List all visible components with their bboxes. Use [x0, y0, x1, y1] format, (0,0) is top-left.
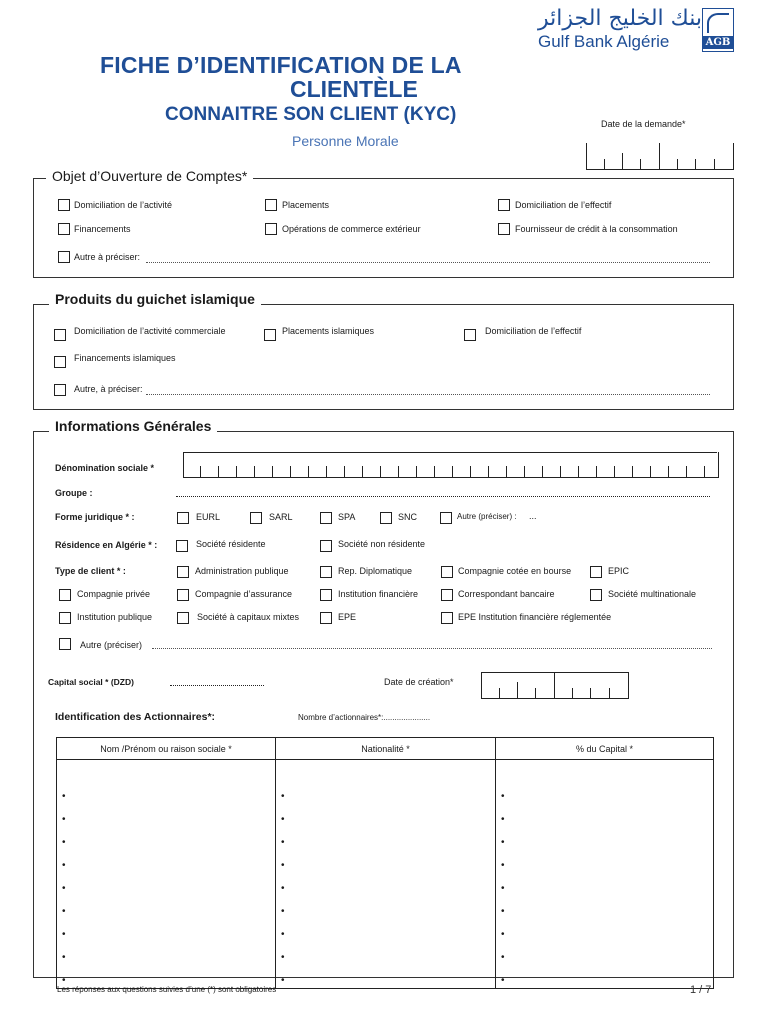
- bullet: •: [501, 929, 505, 940]
- bullet: •: [62, 906, 66, 917]
- label-rep-diplomatique: Rep. Diplomatique: [338, 566, 413, 576]
- checkbox-epic[interactable]: [590, 566, 602, 578]
- checkbox-credit-consommation[interactable]: [498, 223, 510, 235]
- label-capitaux-mixtes: Société à capitaux mixtes: [197, 612, 300, 622]
- bullet: •: [62, 929, 66, 940]
- bullet: •: [501, 952, 505, 963]
- label-placements-islamiques: Placements islamiques: [282, 326, 375, 336]
- groupe-field[interactable]: [176, 496, 710, 497]
- checkbox-institution-financiere[interactable]: [320, 589, 332, 601]
- label-domiciliation-effectif: Domiciliation de l’effectif: [515, 200, 612, 210]
- label-domiciliation-activite: Domiciliation de l’activité: [74, 200, 173, 210]
- date-request-label: Date de la demande*: [601, 119, 686, 129]
- bullet: •: [62, 860, 66, 871]
- label-date-creation: Date de création*: [384, 677, 454, 687]
- label-eurl: EURL: [196, 512, 221, 522]
- checkbox-domiciliation-effectif[interactable]: [498, 199, 510, 211]
- bullet: •: [62, 952, 66, 963]
- checkbox-capitaux-mixtes[interactable]: [177, 612, 189, 624]
- checkbox-compagnie-assurance[interactable]: [177, 589, 189, 601]
- label-autre-islamique: Autre, à préciser:: [74, 384, 143, 394]
- bullet: •: [281, 906, 285, 917]
- label-domiciliation-commerciale: Domiciliation de l’activité commerciale: [74, 326, 226, 336]
- agb-logo-icon: [702, 8, 734, 52]
- bullet: •: [501, 883, 505, 894]
- label-epe-institution: EPE Institution financière réglementée: [458, 612, 612, 622]
- label-autre-type: Autre (préciser): [80, 640, 143, 650]
- denomination-ticks: [183, 452, 717, 478]
- form-title: FICHE D’IDENTIFICATION DE LA: [100, 52, 462, 78]
- bullet: •: [281, 860, 285, 871]
- label-societe-residente: Société résidente: [196, 539, 266, 549]
- checkbox-placements-islamiques[interactable]: [264, 329, 276, 341]
- label-administration-publique: Administration publique: [195, 566, 289, 576]
- checkbox-snc[interactable]: [380, 512, 392, 524]
- checkbox-societe-multinationale[interactable]: [590, 589, 602, 601]
- column-nationalite[interactable]: [276, 760, 496, 989]
- checkbox-epe-institution[interactable]: [441, 612, 453, 624]
- label-credit-consommation: Fournisseur de crédit à la consommation: [515, 224, 678, 234]
- label-institution-financiere: Institution financière: [338, 589, 419, 599]
- label-identification-actionnaires: Identification des Actionnaires*:: [55, 711, 216, 723]
- bullet: •: [62, 837, 66, 848]
- checkbox-compagnie-cotee[interactable]: [441, 566, 453, 578]
- label-societe-multinationale: Société multinationale: [608, 589, 697, 599]
- checkbox-domiciliation-effectif-islamique[interactable]: [464, 329, 476, 341]
- label-financements-islamiques: Financements islamiques: [74, 353, 176, 363]
- checkbox-epe[interactable]: [320, 612, 332, 624]
- label-sarl: SARL: [269, 512, 293, 522]
- actionnaires-table: [56, 737, 714, 989]
- table-header-nom: Nom /Prénom ou raison sociale *: [57, 738, 276, 760]
- label-forme-juridique: Forme juridique * :: [55, 512, 135, 522]
- label-financements: Financements: [74, 224, 131, 234]
- label-commerce-exterieur: Opérations de commerce extérieur: [282, 224, 421, 234]
- checkbox-financements-islamiques[interactable]: [54, 356, 66, 368]
- bullet: •: [281, 883, 285, 894]
- column-nom[interactable]: [57, 760, 276, 989]
- checkbox-societe-non-residente[interactable]: [320, 540, 332, 552]
- checkbox-autre-forme[interactable]: [440, 512, 452, 524]
- bullet: •: [62, 883, 66, 894]
- label-autre-forme: Autre (préciser) :: [457, 512, 517, 521]
- bullet: •: [501, 975, 505, 986]
- bank-logo-arabic: بنك الخليج الجزائر: [538, 6, 702, 31]
- bank-logo-french: Gulf Bank Algérie: [538, 32, 670, 51]
- section-info-title: Informations Générales: [49, 418, 217, 434]
- autre-islamique-field[interactable]: [146, 394, 710, 395]
- label-nombre-actionnaires[interactable]: Nombre d’actionnaires*:.....................: [298, 713, 431, 722]
- form-title-line2: CLIENTÈLE: [290, 76, 418, 102]
- checkbox-sarl[interactable]: [250, 512, 262, 524]
- table-header-nationalite: Nationalité *: [276, 738, 496, 760]
- bullet: •: [281, 929, 285, 940]
- bullet: •: [62, 814, 66, 825]
- autre-forme-field[interactable]: ...: [529, 511, 537, 521]
- bullet: •: [501, 860, 505, 871]
- page-number: 1 / 7: [690, 984, 712, 996]
- column-capital[interactable]: [496, 760, 714, 989]
- checkbox-autre-objet[interactable]: [58, 251, 70, 263]
- checkbox-eurl[interactable]: [177, 512, 189, 524]
- bullet: •: [501, 791, 505, 802]
- label-capital-social: Capital social * (DZD): [48, 677, 134, 687]
- checkbox-institution-publique[interactable]: [59, 612, 71, 624]
- bullet: •: [281, 791, 285, 802]
- checkbox-financements[interactable]: [58, 223, 70, 235]
- autre-objet-field[interactable]: [146, 262, 710, 263]
- checkbox-commerce-exterieur[interactable]: [265, 223, 277, 235]
- label-compagnie-assurance: Compagnie d’assurance: [195, 589, 293, 599]
- bullet: •: [281, 975, 285, 986]
- capital-social-field[interactable]: [170, 685, 264, 686]
- checkbox-administration-publique[interactable]: [177, 566, 189, 578]
- bullet: •: [501, 837, 505, 848]
- checkbox-domiciliation-commerciale[interactable]: [54, 329, 66, 341]
- section-islamique-title: Produits du guichet islamique: [49, 291, 261, 307]
- form-subtitle-kyc: CONNAITRE SON CLIENT (KYC): [165, 104, 457, 125]
- label-institution-publique: Institution publique: [77, 612, 153, 622]
- label-domiciliation-effectif-islamique: Domiciliation de l’effectif: [485, 326, 582, 336]
- date-request-field[interactable]: [586, 143, 734, 170]
- label-compagnie-privee: Compagnie privée: [77, 589, 151, 599]
- checkbox-rep-diplomatique[interactable]: [320, 566, 332, 578]
- date-creation-top-border: [481, 672, 629, 673]
- client-type-subtitle: Personne Morale: [292, 133, 399, 149]
- bullet: •: [281, 952, 285, 963]
- bullet: •: [62, 791, 66, 802]
- checkbox-spa[interactable]: [320, 512, 332, 524]
- checkbox-domiciliation-activite[interactable]: [58, 199, 70, 211]
- date-creation-field[interactable]: [481, 672, 629, 699]
- label-epe: EPE: [338, 612, 357, 622]
- label-compagnie-cotee: Compagnie cotée en bourse: [458, 566, 572, 576]
- table-header-capital: % du Capital *: [496, 738, 714, 760]
- footer-note: Les réponses aux questions suivies d’une (*) sont obligatoires: [57, 985, 277, 994]
- label-groupe: Groupe :: [55, 488, 93, 498]
- agb-logo-text: AGB: [703, 36, 733, 49]
- bullet: •: [501, 906, 505, 917]
- checkbox-placements[interactable]: [265, 199, 277, 211]
- label-denomination-sociale: Dénomination sociale *: [55, 463, 155, 473]
- bullet: •: [62, 975, 66, 986]
- label-autre-objet: Autre à préciser:: [74, 252, 141, 262]
- autre-type-field[interactable]: [152, 648, 712, 649]
- checkbox-autre-type[interactable]: [59, 638, 71, 650]
- section-objet-title: Objet d’Ouverture de Comptes*: [46, 168, 253, 184]
- bullet: •: [281, 814, 285, 825]
- label-correspondant-bancaire: Correspondant bancaire: [458, 589, 555, 599]
- bullet: •: [501, 814, 505, 825]
- label-epic: EPIC: [608, 566, 630, 576]
- label-snc: SNC: [398, 512, 418, 522]
- checkbox-compagnie-privee[interactable]: [59, 589, 71, 601]
- checkbox-correspondant-bancaire[interactable]: [441, 589, 453, 601]
- bullet: •: [281, 837, 285, 848]
- checkbox-societe-residente[interactable]: [176, 540, 188, 552]
- label-spa: SPA: [338, 512, 356, 522]
- label-residence: Résidence en Algérie * :: [55, 540, 158, 550]
- checkbox-autre-islamique[interactable]: [54, 384, 66, 396]
- label-societe-non-residente: Société non résidente: [338, 539, 426, 549]
- label-placements: Placements: [282, 200, 330, 210]
- label-type-client: Type de client * :: [55, 566, 126, 576]
